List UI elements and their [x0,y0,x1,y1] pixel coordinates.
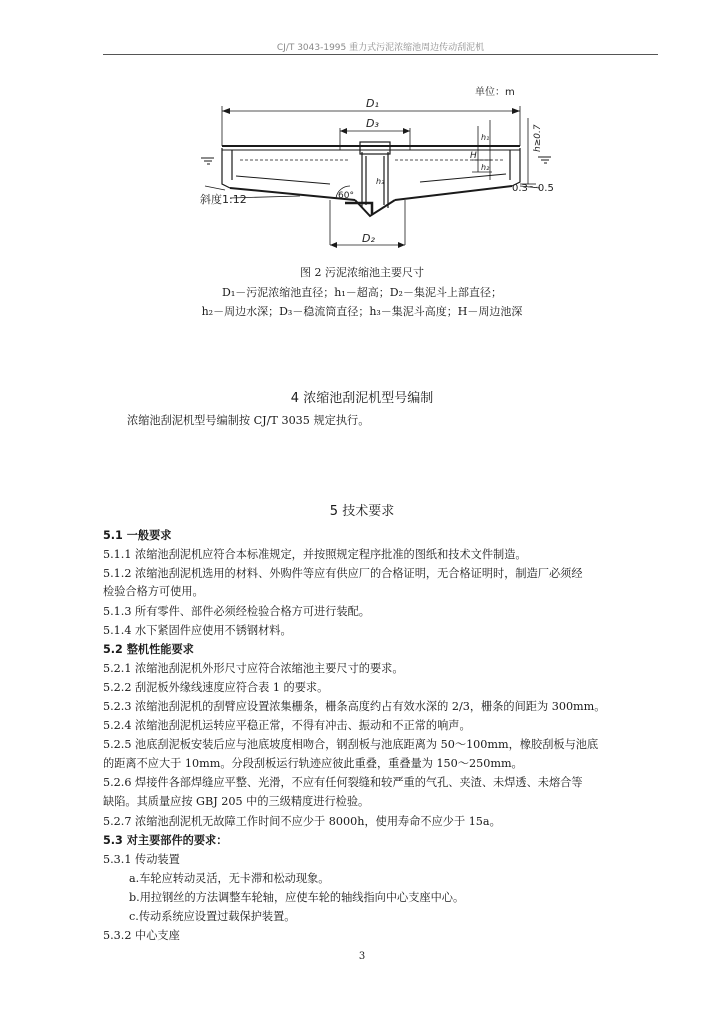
clause-5-2-2: 5.2.2 刮泥板外缘线速度应符合表 1 的要求。 [103,681,329,694]
angle-label: 60° [338,191,354,201]
depth-range-label: 0.3～0.5 [512,183,554,194]
clause-5-2-3: 5.2.3 浓缩池刮泥机的刮臂应设置浓集栅条，栅条高度约占有效水深的 2/3，栅条的间距为 300mm。 [103,700,606,713]
clause-5-1-1: 5.1.1 浓缩池刮泥机应符合本标准规定，并按照规定程序批准的图纸和技术文件制造。 [103,548,527,561]
clause-5-1-3: 5.1.3 所有零件、部件必须经检验合格方可进行装配。 [103,605,370,618]
clause-5-2-5-cont: 的距离不应大于 10mm。分段刮板运行轨迹应彼此重叠，重叠量为 150～250mm。 [103,757,523,770]
clause-5-1-2: 5.1.2 浓缩池刮泥机选用的材料、外购件等应有供应厂的合格证明，无合格证明时，制造厂必须经 [103,567,583,580]
thickener-diagram [0,0,724,260]
dim-d2-label: D₂ [362,232,375,245]
dim-d1-label: D₁ [366,97,379,110]
dim-H-label: H [470,151,477,161]
clause-5-1-heading: 5.1 一般要求 [103,529,172,542]
clause-5-2-5: 5.2.5 池底刮泥板安装后应与池底坡度相吻合，钢刮板与池底距离为 50～100mm，橡胶刮板与池底 [103,738,599,751]
clause-5-3-1-c: c.传动系统应设置过载保护装置。 [129,910,296,923]
page-number: 3 [358,951,366,962]
dim-h1-label: h₁ [481,133,490,142]
clause-5-1-2-cont: 检验合格方可使用。 [103,585,204,598]
unit-label: 单位：m [475,87,515,98]
dim-h-label: h≥0.7 [533,124,543,152]
clause-5-2-7: 5.2.7 浓缩池刮泥机无故障工作时间不应少于 8000h，使用寿命不应少于 15a。 [103,815,501,828]
section-4-body: 浓缩池刮泥机型号编制按 CJ/T 3035 规定执行。 [127,414,370,427]
figure-caption-legend-1: D₁－污泥浓缩池直径；h₁－超高；D₂－集泥斗上部直径； [222,286,502,299]
clause-5-2-1: 5.2.1 浓缩池刮泥机外形尺寸应符合浓缩池主要尺寸的要求。 [103,662,404,675]
figure-caption-legend-2: h₂－周边水深；D₃－稳流筒直径；h₃－集泥斗高度；H－周边池深 [201,305,523,318]
clause-5-2-6-cont: 缺陷。其质量应按 GBJ 205 中的三级精度进行检验。 [103,795,370,808]
figure-caption-title: 图 2 污泥浓缩池主要尺寸 [300,266,424,279]
dim-h2-label: h₂ [481,163,490,172]
clause-5-3-2: 5.3.2 中心支座 [103,929,180,942]
clause-5-2-heading: 5.2 整机性能要求 [103,643,194,656]
dim-h3-label: h₃ [376,177,385,186]
section-5-title: 5 技术要求 [329,504,395,519]
clause-5-3-1: 5.3.1 传动装置 [103,853,180,866]
clause-5-2-4: 5.2.4 浓缩池刮泥机运转应平稳正常，不得有冲击、振动和不正常的响声。 [103,719,471,732]
section-4-title: 4 浓缩池刮泥机型号编制 [290,391,434,406]
running-header: CJ/T 3043-1995 重力式污泥浓缩池周边传动刮泥机 [276,43,485,53]
clause-5-3-1-a: a.车轮应转动灵活，无卡滞和松动现象。 [129,872,330,885]
clause-5-3-1-b: b.用拉钢丝的方法调整车轮轴，应使车轮的轴线指向中心支座中心。 [129,891,465,904]
clause-5-3-heading: 5.3 对主要部件的要求： [103,834,228,847]
clause-5-2-6: 5.2.6 焊接件各部焊缝应平整、光滑，不应有任何裂缝和较严重的气孔、夹渣、未焊透、未熔合等 [103,776,583,789]
slope-label: 斜度1:12 [200,193,247,206]
clause-5-1-4: 5.1.4 水下紧固件应使用不锈钢材料。 [103,624,292,637]
dim-d3-label: D₃ [366,117,379,130]
